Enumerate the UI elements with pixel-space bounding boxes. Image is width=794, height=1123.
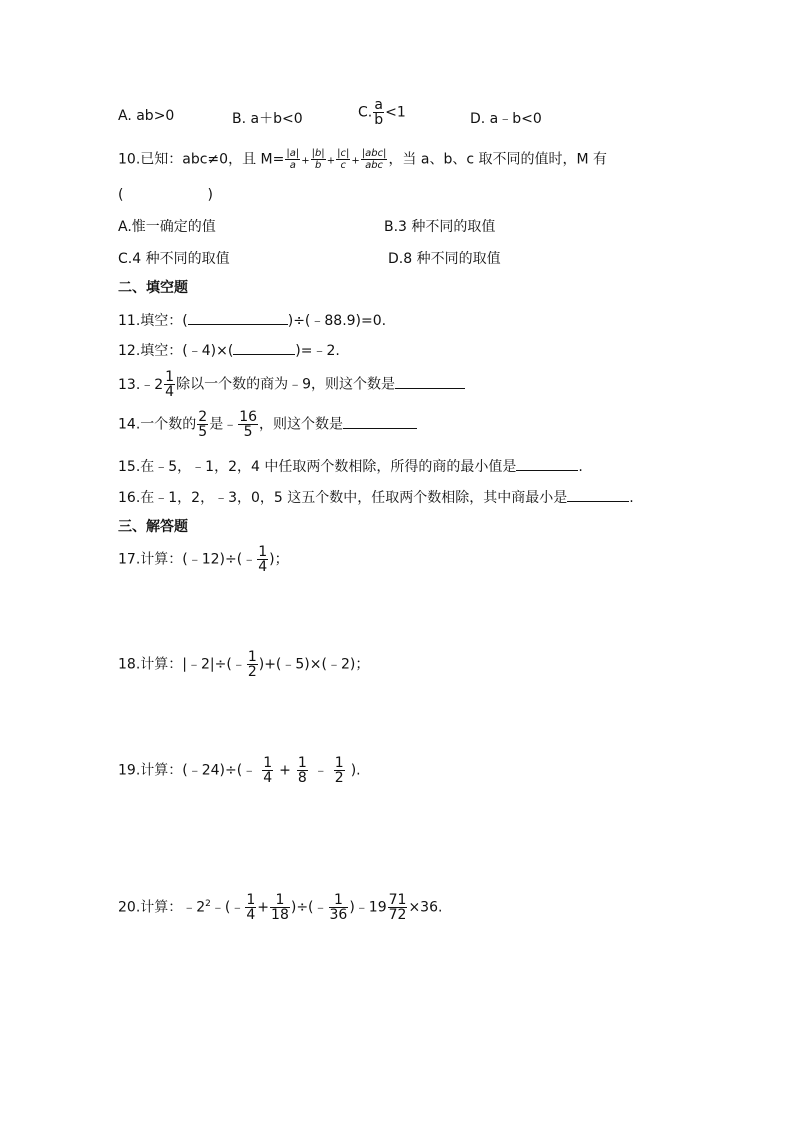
- q20-suffix: ×36.: [408, 899, 443, 916]
- answer-blank[interactable]: [567, 487, 629, 502]
- fraction-numerator: 1: [333, 892, 343, 908]
- answer-blank[interactable]: [233, 340, 295, 355]
- q19: [118, 756, 361, 785]
- q9-option-c-suffix: <1: [385, 104, 406, 121]
- plus-sign: +: [301, 155, 310, 167]
- minus-sign: ﹣: [313, 762, 328, 779]
- fraction-denominator: 5: [238, 424, 258, 439]
- fraction-numerator: 1: [246, 892, 256, 908]
- fraction-denominator: c: [336, 159, 350, 171]
- fraction-numerator: 1: [258, 544, 268, 560]
- fraction-denominator: b: [374, 112, 384, 128]
- q14-prefix: 14.一个数的: [118, 416, 197, 433]
- q12: [118, 340, 340, 360]
- fraction-numerator: |abc|: [361, 148, 387, 159]
- q18-fraction: [247, 650, 258, 679]
- q11-suffix: )÷(﹣88.9)=0.: [287, 313, 387, 329]
- q15-end: .: [578, 459, 583, 475]
- section-heading-solve: 三、解答题: [118, 519, 188, 535]
- fraction-numerator: 1: [275, 892, 285, 908]
- q11-prefix: 11.填空：(: [118, 313, 188, 329]
- q9-option-c-fraction: [373, 98, 384, 127]
- fraction-numerator: 16: [239, 409, 258, 425]
- q19-fraction-1: [262, 756, 273, 785]
- plus-sign: +: [351, 155, 360, 167]
- q17-fraction: [257, 545, 268, 574]
- fraction-numerator: a: [374, 97, 383, 113]
- q20-fraction-1: [245, 893, 256, 922]
- fraction-denominator: 2: [247, 664, 257, 680]
- q17-prefix: 17.计算：(﹣12)÷(﹣: [118, 551, 257, 568]
- q14: [118, 410, 417, 439]
- q10-term-1: [285, 148, 300, 171]
- q10-term-4: [361, 148, 388, 171]
- q14-fraction-2: [238, 410, 258, 439]
- q10-option-c: C.4 种不同的取值: [118, 251, 230, 267]
- q20-part-3: )÷(﹣: [290, 899, 328, 916]
- q9-option-d: D. a﹣b<0: [470, 111, 542, 127]
- fraction-numerator: |c|: [337, 148, 350, 159]
- fraction-numerator: |b|: [311, 148, 325, 159]
- q16: [118, 487, 634, 507]
- fraction-numerator: 1: [334, 755, 344, 771]
- q10-option-a: A.惟一确定的值: [118, 219, 216, 235]
- q10-prefix: 10.已知：abc≠0，且 M=: [118, 151, 285, 168]
- q9-option-c-prefix: C.: [358, 104, 373, 121]
- q15-text: 15.在﹣5，﹣1，2，4 中任取两个数相除，所得的商的最小值是: [118, 459, 517, 475]
- q17-suffix: )；: [269, 551, 289, 568]
- fraction-denominator: 18: [271, 907, 289, 923]
- q10-term-3: [336, 148, 350, 171]
- q20-part-2: ﹣(﹣: [210, 899, 245, 916]
- q11: [118, 310, 386, 330]
- q16-end: .: [629, 490, 634, 506]
- q10-answer-paren: ( ): [118, 187, 213, 203]
- q18-suffix: )+(﹣5)×(﹣2)；: [258, 656, 370, 673]
- fraction-denominator: a: [285, 159, 300, 171]
- q9-option-b: B. a＋b<0: [232, 111, 303, 127]
- plus-sign: +: [257, 899, 270, 916]
- q9-option-a: A. ab>0: [118, 108, 175, 124]
- answer-blank[interactable]: [188, 310, 288, 325]
- q10-stem: [118, 148, 607, 171]
- q16-text: 16.在﹣1，2，﹣3，0，5 这五个数中，任取两个数相除，其中商最小是: [118, 490, 568, 506]
- q13-suffix: 除以一个数的商为﹣9，则这个数是: [176, 376, 396, 393]
- q10-suffix: ，当 a、b、c 取不同的值时，M 有: [388, 151, 608, 168]
- fraction-denominator: 4: [246, 907, 256, 923]
- fraction-numerator: 71: [388, 892, 407, 908]
- q20-fraction-2: [270, 893, 290, 922]
- fraction-numerator: 2: [198, 409, 208, 425]
- q12-suffix: )=﹣2.: [295, 343, 340, 359]
- fraction-denominator: 5: [198, 424, 208, 440]
- section-heading-fill-in: 二、填空题: [118, 280, 188, 296]
- fraction-denominator: 72: [388, 907, 407, 923]
- q19-suffix: ).: [350, 762, 361, 779]
- q17: [118, 545, 289, 574]
- q20: [118, 893, 442, 922]
- q13-prefix: 13.﹣2: [118, 376, 164, 393]
- q14-suffix: ，则这个数是: [259, 416, 344, 433]
- q18: [118, 650, 369, 679]
- fraction-denominator: 4: [263, 770, 273, 786]
- q10-term-2: [311, 148, 326, 171]
- q10-option-b: B.3 种不同的取值: [384, 219, 496, 235]
- fraction-denominator: abc: [361, 159, 388, 171]
- plus-sign: +: [326, 155, 336, 167]
- answer-blank[interactable]: [343, 414, 417, 429]
- q15: [118, 456, 583, 476]
- fraction-denominator: 4: [165, 384, 175, 400]
- q14-mid: 是﹣: [209, 416, 238, 433]
- fraction-denominator: 4: [258, 559, 268, 575]
- fraction-denominator: b: [311, 159, 326, 171]
- fraction-numerator: 1: [165, 369, 175, 385]
- answer-blank[interactable]: [516, 456, 578, 471]
- plus-sign: +: [279, 762, 291, 779]
- q12-prefix: 12.填空：(﹣4)×(: [118, 343, 234, 359]
- q19-fraction-3: [334, 756, 345, 785]
- q14-fraction-1: [197, 410, 208, 439]
- q13-fraction: [164, 370, 175, 399]
- q10-option-d: D.8 种不同的取值: [388, 251, 501, 267]
- fraction-numerator: 1: [297, 755, 307, 771]
- q9-option-c: [358, 98, 406, 127]
- q20-fraction-4: [388, 893, 408, 922]
- q13: [118, 370, 465, 399]
- fraction-denominator: 36: [329, 907, 348, 923]
- answer-blank[interactable]: [395, 374, 465, 389]
- fraction-denominator: 8: [297, 770, 307, 786]
- q18-prefix: 18.计算：|﹣2|÷(﹣: [118, 656, 246, 673]
- fraction-numerator: 1: [247, 649, 257, 665]
- q20-prefix: 20.计算：﹣2: [118, 899, 206, 916]
- q19-prefix: 19.计算：(﹣24)÷(﹣: [118, 762, 257, 779]
- fraction-denominator: 2: [334, 770, 344, 786]
- fraction-numerator: |a|: [286, 148, 300, 159]
- q20-fraction-3: [329, 893, 349, 922]
- q19-fraction-2: [297, 756, 308, 785]
- q20-exponent: 2: [205, 898, 211, 909]
- fraction-numerator: 1: [263, 755, 273, 771]
- q20-part-4: )﹣19: [349, 899, 387, 916]
